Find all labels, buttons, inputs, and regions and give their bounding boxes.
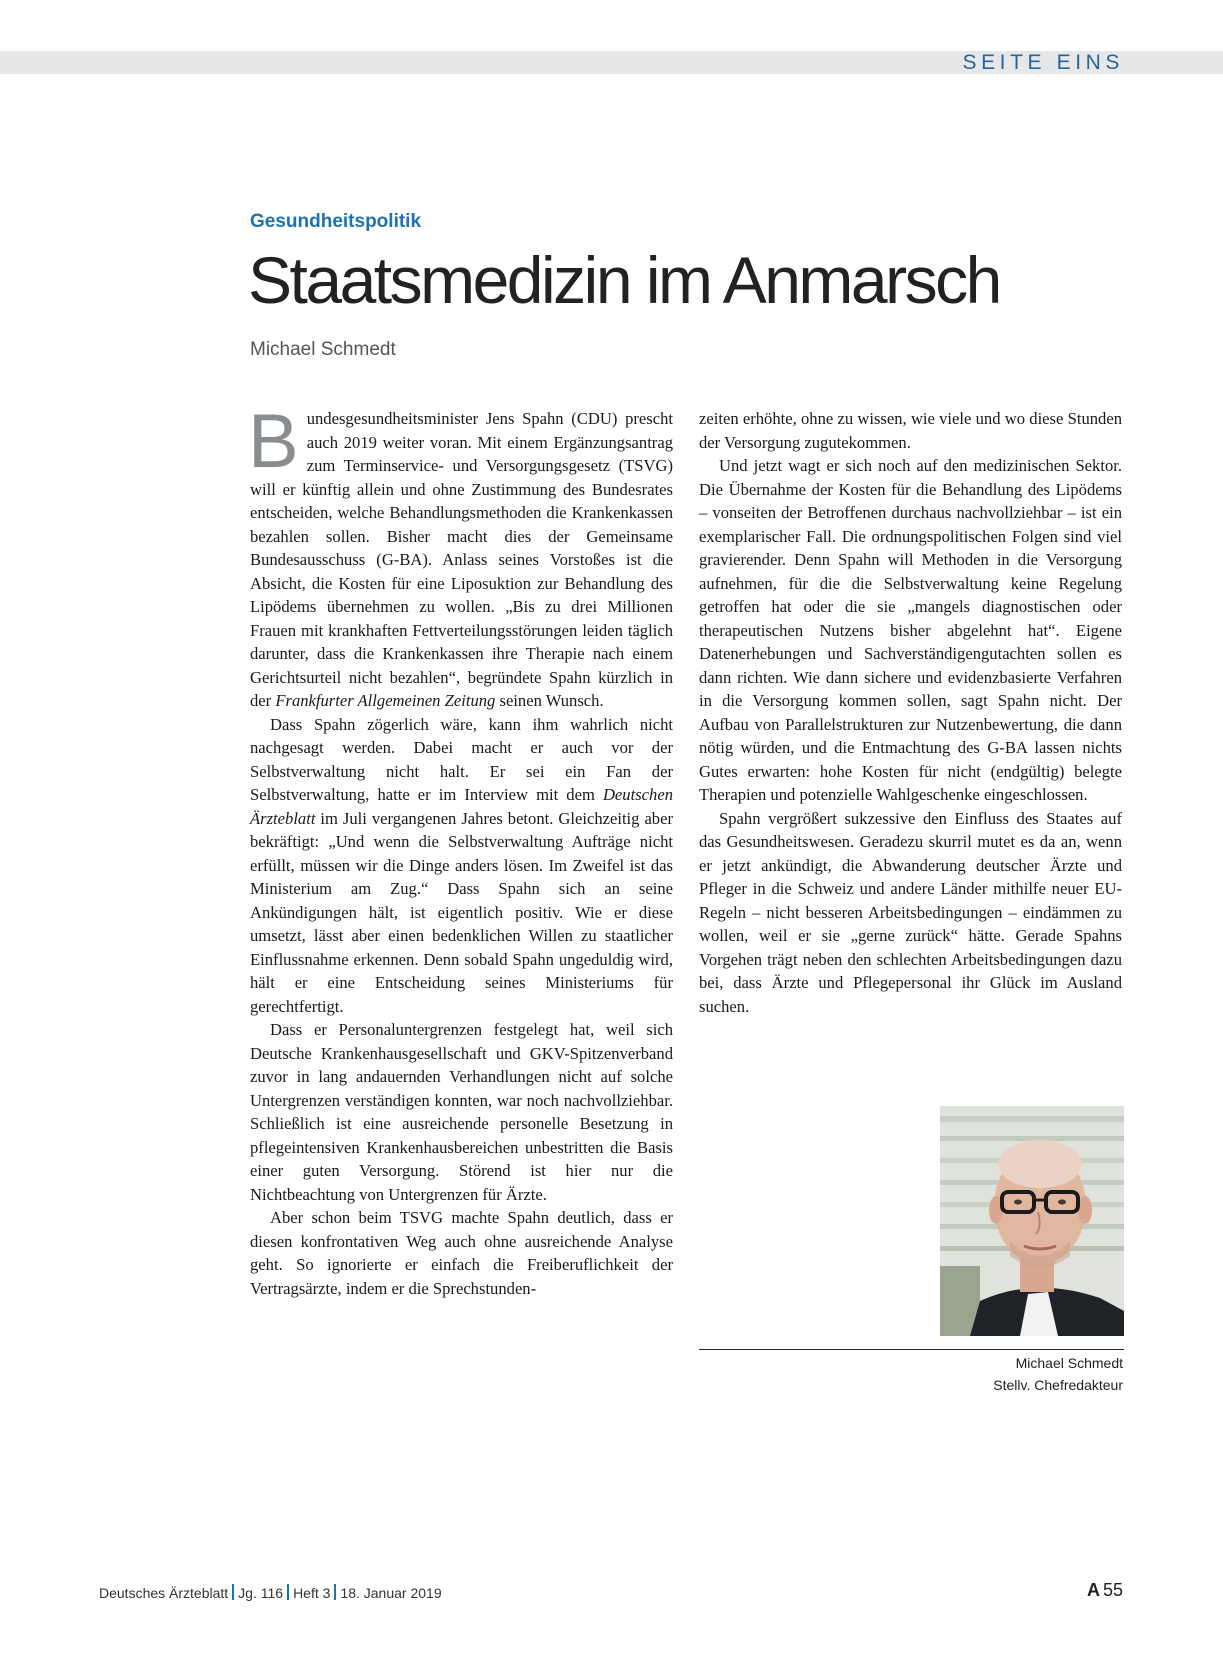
caption-rule [699,1349,1124,1350]
footer-volume: Jg. 116 [238,1585,284,1601]
footer-separator [334,1584,336,1600]
paragraph-text: seinen Wunsch. [495,691,604,710]
paragraph-text: undesgesundheitsminister Jens Spahn (CDU) prescht auch 2019 weiter voran. Mit einem Ergänzungsantrag zum Terminservice- und Versorgungsgesetz (TSVG) will er künftig allein und ohne Zustimmung des Bundesrates entscheiden, welche Behandlungsmethoden die Krankenkassen bezahlen sollen. Bisher macht dies der Gemeinsame Bundesausschuss (G-BA). Anlass seines Vorstoßes ist die Absicht, die Kosten für eine Liposuktion zur Behandlung des Lipödems übernehmen zu wollen. „Bis zu drei Millionen Frauen mit krankhaften Fettverteilungsstörungen leiden täglich darunter, dass die Krankenkassen ihre Therapie nach einem Gerichtsurteil nicht bezahlen“, begründete Spahn kürzlich in der [250,409,673,710]
footer-separator [232,1584,234,1600]
article-kicker: Gesundheitspolitik [250,211,422,232]
article-column-right [699,407,1122,1018]
paragraph-text: Dass Spahn zögerlich wäre, kann ihm wahrlich nicht nachgesagt werden. Dabei macht er auch vor der Selbstverwaltung nicht halt. Er sei ein Fan der Selbstverwaltung, hatte er im Interview mit dem [250,714,673,804]
footer-publication: Deutsches Ärzteblatt [99,1585,229,1601]
page-number-value: 55 [1102,1580,1123,1600]
footer-issue: Heft 3 [293,1585,331,1601]
article-author: Michael Schmedt [250,339,396,360]
article-paragraph: Dass er Personaluntergrenzen festgelegt hat, weil sich Deutsche Krankenhausgesellschaft und GKV-Spitzenverband zuvor in lang andauernden Verhandlungen nicht auf solche Untergrenzen verständigen konnten, war noch nachvollziehbar. Schließlich ist eine ausreichende personelle Besetzung in pflegeintensiven Krankenhausbereichen unbestritten die Basis einer guten Versorgung. Störend ist hier nur die Nichtbeachtung von Untergrenzen für Ärzte. [250,1020,673,1204]
section-label: SEITE EINS [962,51,1124,74]
caption-role: Stellv. Chefredakteur [993,1377,1123,1393]
article-paragraph [248,399,673,713]
footer-date: 18. Januar 2019 [340,1585,442,1601]
source-citation: Deutschen Ärzteblatt [250,785,673,828]
article-paragraph: Und jetzt wagt er sich noch auf den medizinischen Sektor. Die Übernahme der Kosten für die Behandlung des Lipödems – vonseiten der Betroffenen durchaus nachvollziehbar – ist ein exemplarischer Fall. Die ordnungspolitischen Folgen sind viel gravierender. Denn Spahn will Methoden in die Versorgung aufnehmen, für die die Selbstverwaltung keine Regelung getroffen hat oder die sie „mangels diagnostischen oder therapeutischen Nutzens bisher abgelehnt hat“. Eigene Datenerhebungen und Sachverständigengutachten sollen es dann richten. Wie dann sichere und evidenzbasierte Verfahren in die Versorgung kommen sollen, sagt Spahn nicht. Der Aufbau von Parallelstrukturen zur Nutzenbewertung, die dann nötig würden, und die Entmachtung des G-BA lassen nichts Gutes erwarten: hohe Kosten für nicht (endgültig) belegte Therapien und potenzielle Wahlgeschenke eingeschlossen. [699,456,1122,804]
article-paragraph: Spahn vergrößert sukzessive den Einfluss des Staates auf das Gesundheitswesen. Geradezu skurril mutet es da an, wenn er jetzt ankündigt, die Abwanderung deutscher Ärzte und Pfleger in die Schweiz und andere Länder mithilfe neuer EU-Regeln – nicht besseren Arbeitsbedingungen – eindämmen zu wollen, weil er sie „gerne zurück“ hätte. Gerade Spahns Vorgehen trägt neben den schlechten Arbeitsbedingungen dazu bei, dass Ärzte und Pflegepersonal ihr Glück im Ausland suchen. [699,808,1122,1016]
footer-separator [287,1584,289,1600]
article-paragraph [250,713,673,1019]
page-footer [99,1584,442,1601]
page-prefix: A [1086,1580,1100,1600]
article-headline: Staatsmedizin im Anmarsch [248,243,1000,317]
source-citation: Frankfurter Allgemeinen Zeitung [275,691,496,710]
photo-caption [993,1352,1123,1396]
caption-name: Michael Schmedt [1015,1355,1123,1371]
author-photo [940,1106,1124,1336]
paragraph-text: im Juli vergangenen Jahres betont. Gleichzeitig aber bekräftigt: „Und wenn die Selbstverwaltung Aufträge nicht erfüllt, müssen wir die Dinge anders lösen. Im Zweifel ist das Ministerium am Zug.“ Dass Spahn sich an seine Ankündigungen hält, ist eigentlich positiv. Wie er diese umsetzt, lässt aber einen bedenklichen Willen zu staatlicher Einflussnahme erkennen. Denn sobald Spahn ungeduldig wird, hält er eine Entscheidung seines Ministeriums für gerechtfertigt. [250,808,673,1016]
article-paragraph: Aber schon beim TSVG machte Spahn deutlich, dass er diesen konfrontativen Weg auch ohne ausreichende Analyse geht. So ignorierte er einfach die Freiberuflichkeit der Vertragsärzte, indem er die Sprechstunden- [250,1208,673,1298]
drop-cap: B [248,399,299,484]
article-paragraph-continued: zeiten erhöhte, ohne zu wissen, wie viele und wo diese Stunden der Versorgung zugutekommen. [699,409,1122,452]
article-column-left [248,399,673,1300]
page-number [1087,1580,1123,1601]
